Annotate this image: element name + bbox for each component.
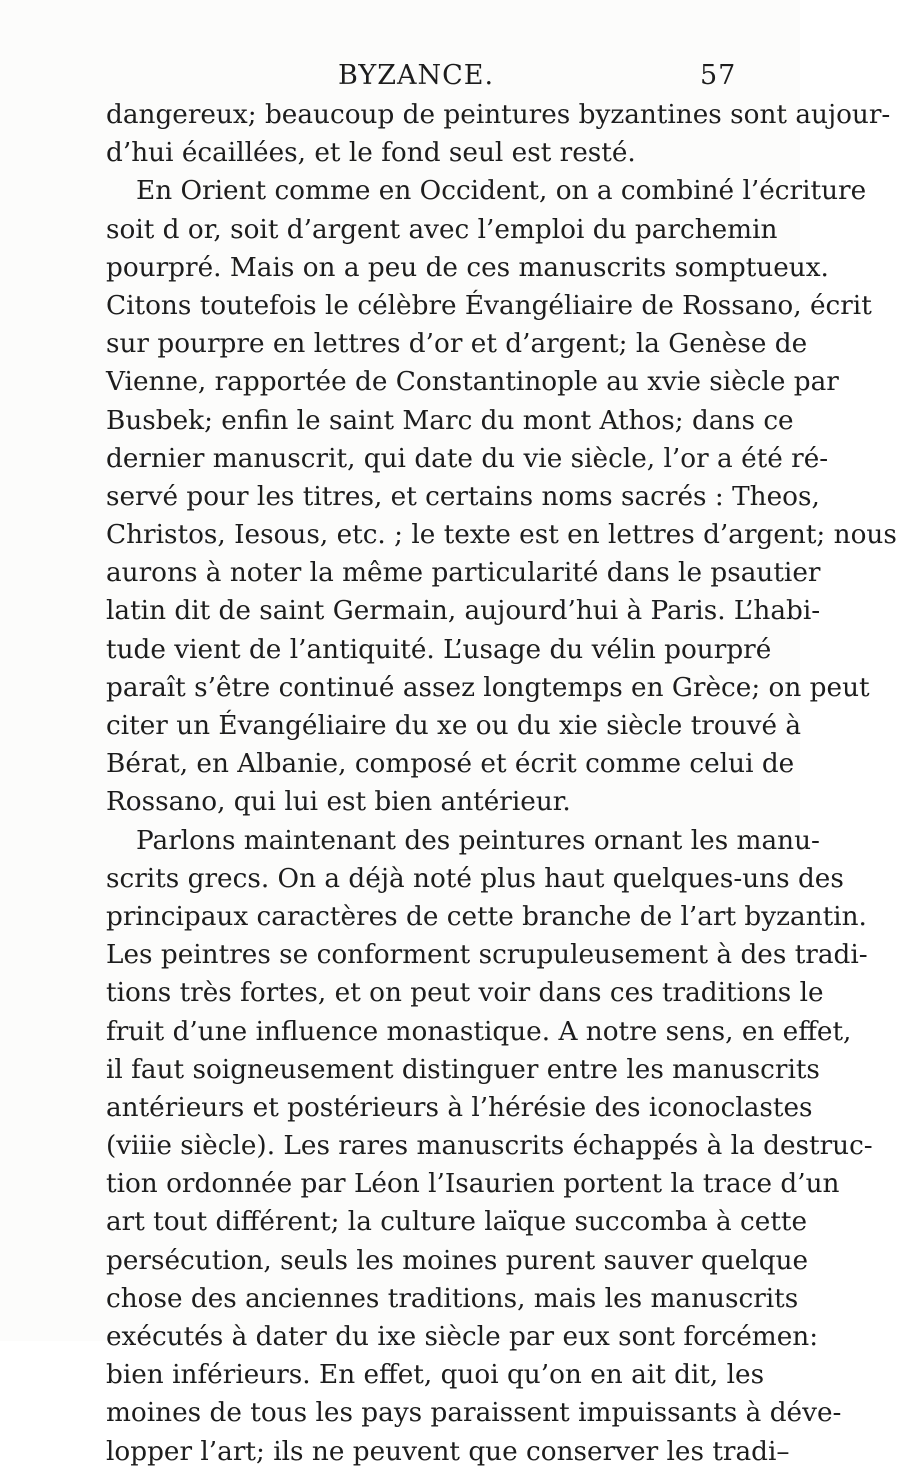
text-line: citer un Évangéliaire du xe ou du xie siècle trouvé à (106, 711, 802, 741)
text-line: fruit d’une influence monastique. A notre sens, en effet, (106, 1016, 852, 1047)
text-line: dangereux; beaucoup de peintures byzantines sont aujour- (106, 100, 891, 130)
text-line: Vienne, rapportée de Constantinople au xvie siècle par (106, 367, 839, 398)
text-line: Les peintres se conforment scrupuleusement à des tradi- (106, 940, 868, 971)
text-line: art tout différent; la culture laïque succomba à cette (106, 1207, 808, 1238)
text-line: chose des anciennes traditions, mais les manuscrits (106, 1283, 799, 1314)
text-line: d’hui écaillées, et le fond seul est resté. (106, 138, 636, 169)
text-line: Christos, Iesous, etc. ; le texte est en lettres d’argent; nous (106, 520, 897, 551)
text-line: persécution, seuls les moines purent sauver quelque (106, 1245, 809, 1276)
text-line: latin dit de saint Germain, aujourd’hui à Paris. L’habi- (106, 596, 821, 627)
text-line: pourpré. Mais on a peu de ces manuscrits somptueux. (106, 252, 829, 283)
text-line: servé pour les titres, et certains noms sacrés : Theos, (106, 481, 820, 512)
page-number: 57 (700, 60, 737, 91)
text-line: principaux caractères de cette branche de l’art byzantin. (106, 901, 867, 932)
text-line: tions très fortes, et on peut voir dans ces traditions le (106, 978, 824, 1009)
text-line: bien inférieurs. En effet, quoi qu’on en ait dit, les (106, 1360, 765, 1391)
body-text (106, 96, 897, 1471)
running-head (0, 60, 800, 100)
text-line: En Orient comme en Occident, on a combiné l’écriture (136, 176, 867, 207)
text-line: moines de tous les pays paraissent impuissants à déve- (106, 1398, 842, 1429)
text-line: Bérat, en Albanie, composé et écrit comme celui de (106, 749, 795, 780)
text-line: Citons toutefois le célèbre Évangéliaire de Rossano, écrit (106, 290, 872, 321)
text-line: Parlons maintenant des peintures ornant les manu- (136, 825, 820, 856)
text-line: lopper l’art; ils ne peuvent que conserver les tradi– (106, 1436, 790, 1467)
text-line: soit d or, soit d’argent avec l’emploi du parchemin (106, 214, 778, 245)
text-line: antérieurs et postérieurs à l’hérésie des iconoclastes (106, 1092, 813, 1123)
text-line: (viiie siècle). Les rares manuscrits échappés à la destruc- (106, 1131, 873, 1162)
text-line: tude vient de l’antiquité. L’usage du vélin pourpré (106, 634, 772, 665)
text-line: il faut soigneusement distinguer entre les manuscrits (106, 1054, 820, 1085)
text-line: tion ordonnée par Léon l’Isaurien portent la trace d’un (106, 1169, 840, 1200)
text-line: Busbek; enfin le saint Marc du mont Athos; dans ce (106, 405, 794, 436)
text-line: aurons à noter la même particularité dans le psautier (106, 558, 821, 589)
text-line: scrits grecs. On a déjà noté plus haut quelques-uns des (106, 863, 844, 894)
text-line: dernier manuscrit, qui date du vie siècle, l’or a été ré- (106, 443, 829, 474)
text-line: paraît s’être continué assez longtemps en Grèce; on peut (106, 672, 870, 703)
text-line: sur pourpre en lettres d’or et d’argent; la Genèse de (106, 329, 808, 360)
text-line: Rossano, qui lui est bien antérieur. (106, 787, 571, 818)
text-line: exécutés à dater du ixe siècle par eux sont forcémen: (106, 1322, 819, 1352)
running-title: BYZANCE. (338, 60, 495, 91)
